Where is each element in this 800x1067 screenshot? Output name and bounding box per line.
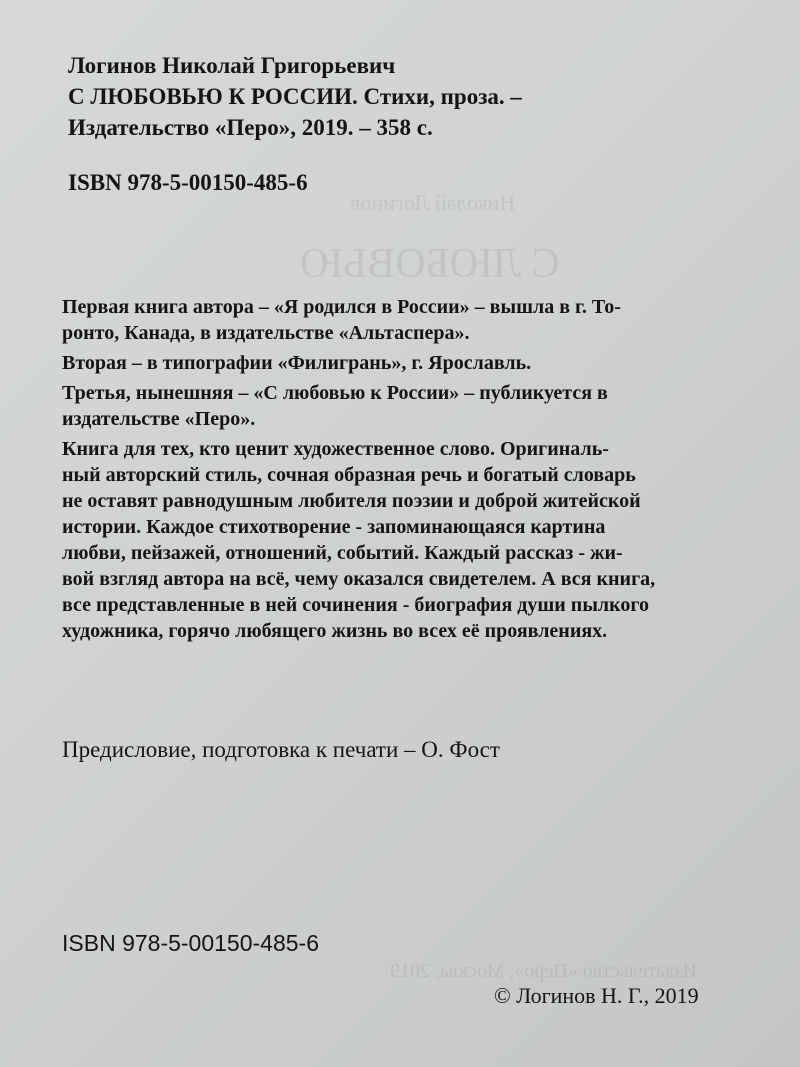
annotation-line: Первая книга автора – «Я родился в России» – вышла в г. То- bbox=[62, 296, 621, 318]
show-through-text: Николай Логинов bbox=[350, 190, 516, 215]
annotation-line: художника, горячо любящего жизнь во всех её проявлениях. bbox=[62, 620, 608, 642]
annotation-line: любви, пейзажей, отношений, событий. Каждый рассказ - жи- bbox=[62, 542, 623, 564]
preface-credit: Предисловие, подготовка к печати – О. Фост bbox=[62, 737, 500, 762]
annotation-line: вой взгляд автора на всё, чему оказался свидетелем. А вся книга, bbox=[62, 568, 656, 590]
isbn-regular: ISBN 978-5-00150-485-6 bbox=[62, 930, 319, 956]
annotation-line: Третья, нынешняя – «С любовью к России» – публикуется в bbox=[62, 382, 608, 404]
show-through-text: С ЛЮБОВЬЮ bbox=[300, 241, 560, 287]
author-name: Логинов Николай Григорьевич bbox=[68, 53, 396, 78]
annotation-line: ронто, Канада, в издательстве «Альтаспера». bbox=[62, 322, 470, 344]
annotation-line: Книга для тех, кто ценит художественное слово. Оригиналь- bbox=[62, 438, 609, 460]
annotation-line: ный авторский стиль, сочная образная речь и богатый словарь bbox=[62, 464, 636, 486]
bibliographic-record bbox=[68, 50, 522, 143]
annotation-line: все представленные в ней сочинения - биография души пылкого bbox=[62, 594, 649, 616]
show-through-text: Издательство «Перо», Москва, 2019 bbox=[390, 960, 697, 982]
annotation-line: издательстве «Перо». bbox=[62, 408, 256, 430]
annotation-line: не оставят равнодушным любителя поэзии и доброй житейской bbox=[62, 490, 641, 512]
isbn-bold: ISBN 978-5-00150-485-6 bbox=[68, 170, 308, 195]
annotation-line: Вторая – в типографии «Филигрань», г. Ярославль. bbox=[62, 352, 532, 374]
copyright-notice: © Логинов Н. Г., 2019 bbox=[494, 983, 699, 1008]
annotation-block bbox=[62, 294, 742, 644]
publisher-line: Издательство «Перо», 2019. – 358 с. bbox=[68, 115, 433, 140]
annotation-line: истории. Каждое стихотворение - запоминающаяся картина bbox=[62, 516, 606, 538]
book-title-line: С ЛЮБОВЬЮ К РОССИИ. Стихи, проза. – bbox=[68, 84, 522, 109]
